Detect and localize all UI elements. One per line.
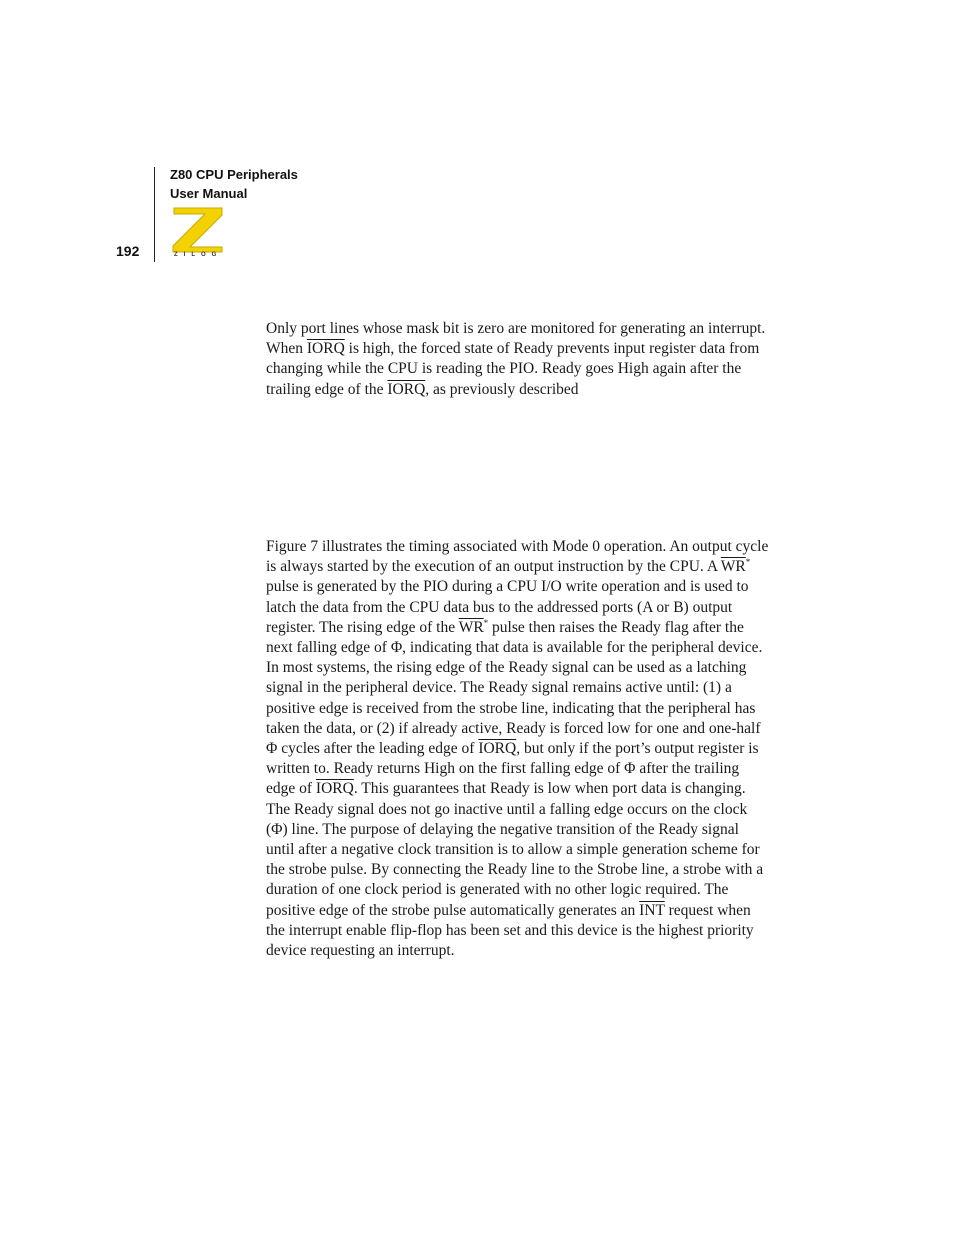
footnote-mark: *	[745, 557, 751, 568]
footnote-mark: *	[483, 617, 489, 628]
wr-signal: $\overline{WR}$	[458, 618, 484, 636]
iorq-signal: IORQ	[478, 740, 517, 758]
wr-signal: $\overline{WR}$	[720, 558, 746, 576]
iorq-signal: IORQ	[387, 380, 426, 398]
page-number: 192	[116, 243, 140, 259]
iorq-signal: IORQ	[315, 780, 354, 798]
header-title: Z80 CPU Peripherals	[170, 167, 298, 182]
running-header	[170, 165, 298, 203]
header-subtitle: User Manual	[170, 186, 248, 201]
iorq-signal: IORQ	[306, 340, 345, 358]
header-divider	[154, 167, 155, 262]
body-paragraph-1: Only port lines whose mask bit is zero are monitored for generating an interrupt. When IORQ is high, the forced state of Ready prevents input register data from changing while the CPU is reading the PIO. Ready goes High again after the trailing edge of the IORQ, as previously described	[266, 320, 766, 398]
int-signal: $\overline{INT}$	[639, 901, 665, 919]
logo-wordmark: ZILOG	[174, 252, 223, 258]
body-paragraph-2: Figure 7 illustrates the timing associated with Mode 0 operation. An output cycle is always started by the execution of an output instruction by the CPU. A $\overline{WR}^*$ pulse is generated by the PIO during a CPU I/O write operation and is used to latch the data from the CPU data bus to the addressed ports (A or B) output register. The rising edge of the $\overline{WR}^*$ pulse then raises the Ready flag after the next falling edge of Φ, indicating that data is available for the peripheral device. In most systems, the rising edge of the Ready signal can be used as a latching signal in the peripheral device. The Ready signal remains active until: (1) a positive edge is received from the strobe line, indicating that the peripheral has taken the data, or (2) if already active, Ready is forced low for one and one-half Φ cycles after the leading edge of IORQ, but only if the port’s output register is written to. Ready returns High on the first falling edge of Φ after the trailing edge of IORQ. This guarantees that Ready is low when port data is changing. The Ready signal does not go inactive until a falling edge occurs on the clock (Φ) line. The purpose of delaying the negative transition of the Ready signal until after a negative clock transition is to allow a simple generation scheme for the strobe pulse. By connecting the Ready line to the Strobe line, a strobe with a duration of one clock period is generated with no other logic required. The positive edge of the strobe pulse automatically generates an $\overline{INT}$ request when the interrupt enable flip-flop has been set and this device is the highest priority device requesting an interrupt.	[266, 538, 769, 960]
